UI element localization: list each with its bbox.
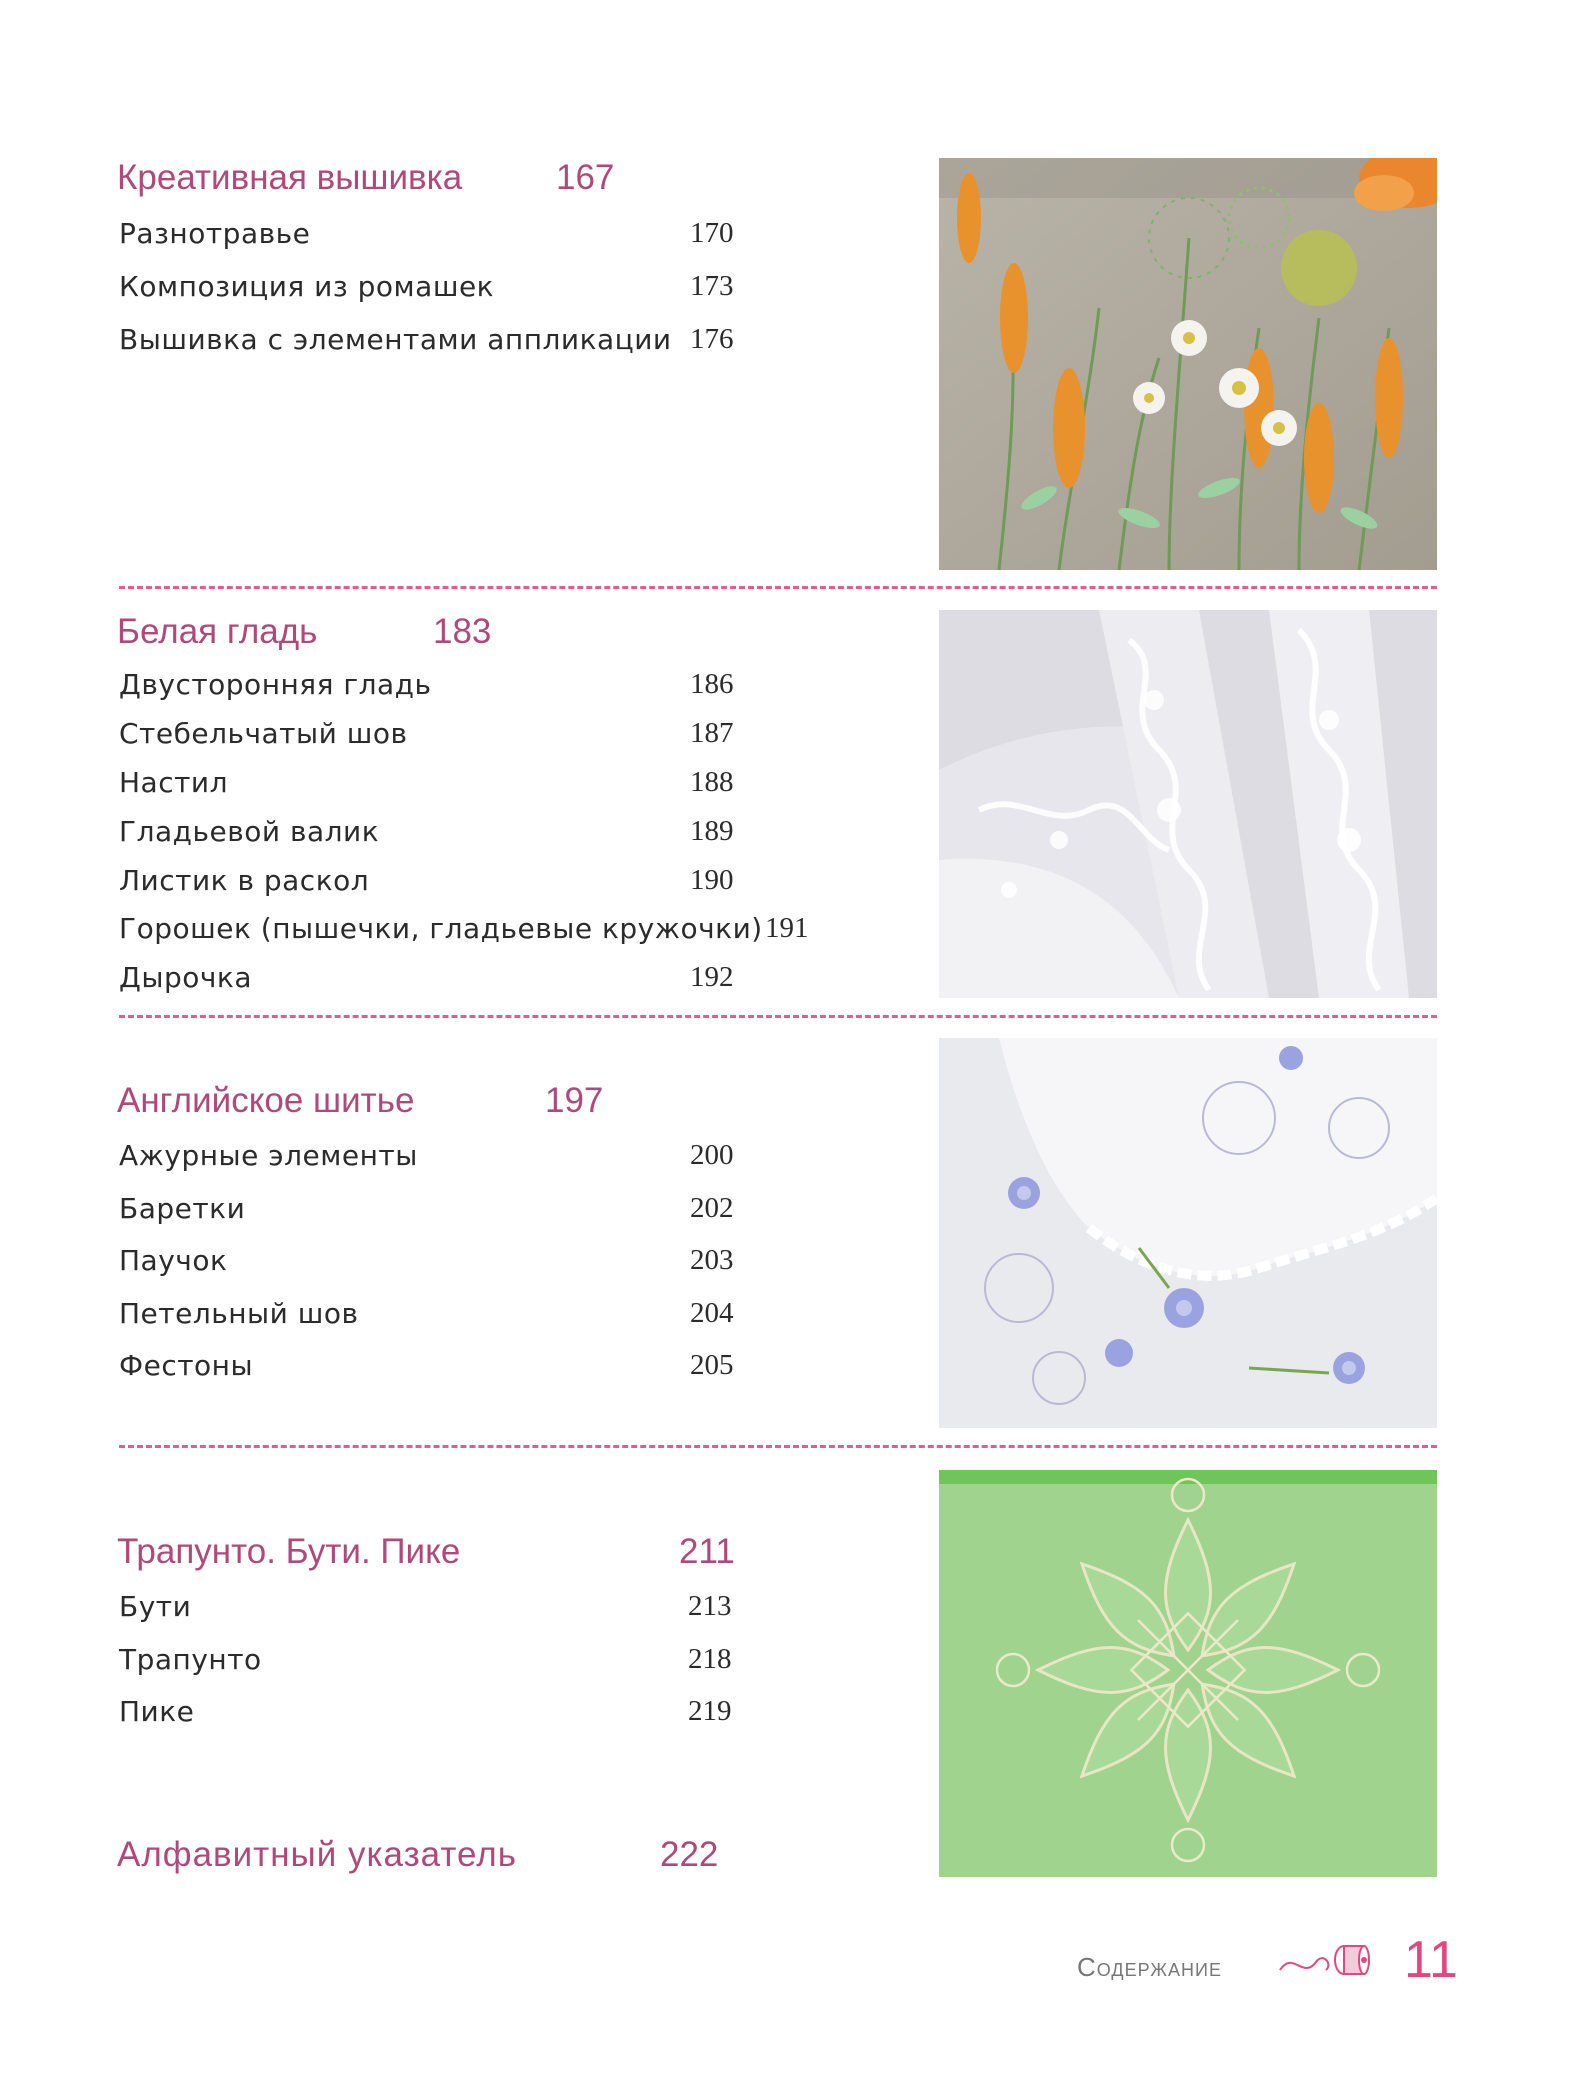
toc-item-page: 192 xyxy=(690,961,734,993)
section-title-english-sewing[interactable]: Английское шитье xyxy=(117,1081,415,1120)
toc-item-page: 213 xyxy=(688,1590,732,1622)
toc-item-page: 189 xyxy=(690,815,734,847)
toc-item-label[interactable]: Композиция из ромашек xyxy=(119,270,495,303)
toc-item-page: 203 xyxy=(690,1244,734,1276)
trapunto-embroidery-photo xyxy=(939,1470,1437,1877)
toc-item-label[interactable]: Разнотравье xyxy=(119,217,311,250)
toc-item-page: 218 xyxy=(688,1643,732,1675)
toc-item-label[interactable]: Ажурные элементы xyxy=(119,1139,418,1172)
toc-item-label[interactable]: Фестоны xyxy=(119,1349,254,1382)
section-title-creative[interactable]: Креативная вышивка xyxy=(117,158,463,197)
toc-item-label[interactable]: Вышивка с элементами аппликации xyxy=(119,323,672,356)
section-divider xyxy=(119,1015,1437,1018)
thread-spool-icon xyxy=(1278,1940,1373,1980)
toc-item-page: 186 xyxy=(690,668,734,700)
toc-item-page: 176 xyxy=(690,323,734,355)
index-page: 222 xyxy=(660,1835,719,1874)
section-page-white-satin: 183 xyxy=(433,612,492,651)
section-divider xyxy=(119,1445,1437,1448)
toc-item-page: 187 xyxy=(690,717,734,749)
toc-item-page: 205 xyxy=(690,1349,734,1381)
toc-item-page: 219 xyxy=(688,1695,732,1727)
index-title[interactable]: Алфавитный указатель xyxy=(117,1835,517,1874)
toc-item-label[interactable]: Горошек (пышечки, гладьевые кружочки) xyxy=(119,912,763,945)
toc-item-label[interactable]: Гладьевой валик xyxy=(119,815,380,848)
wildflower-embroidery-photo xyxy=(939,158,1437,570)
white-embroidery-photo xyxy=(939,610,1437,998)
section-page-trapunto: 211 xyxy=(679,1532,735,1571)
toc-item-page: 200 xyxy=(690,1139,734,1171)
section-title-trapunto[interactable]: Трапунто. Бути. Пике xyxy=(117,1532,461,1571)
toc-item-page: 173 xyxy=(690,270,734,302)
toc-item-label[interactable]: Паучок xyxy=(119,1244,228,1277)
page-number: 11 xyxy=(1404,1931,1458,1989)
section-page-creative: 167 xyxy=(556,158,615,197)
toc-item-page: 204 xyxy=(690,1297,734,1329)
section-page-english-sewing: 197 xyxy=(545,1081,604,1120)
toc-item-page: 170 xyxy=(690,217,734,249)
broderie-anglaise-photo xyxy=(939,1038,1437,1428)
toc-item-label[interactable]: Бути xyxy=(119,1590,192,1623)
toc-item-label[interactable]: Стебельчатый шов xyxy=(119,717,408,750)
footer-section-label: Содержание xyxy=(1077,1952,1222,1982)
toc-item-label[interactable]: Пике xyxy=(119,1695,195,1728)
toc-item-label[interactable]: Петельный шов xyxy=(119,1297,359,1330)
toc-item-label[interactable]: Двусторонняя гладь xyxy=(119,668,432,701)
toc-item-label[interactable]: Листик в раскол xyxy=(119,864,370,897)
toc-item-page: 188 xyxy=(690,766,734,798)
toc-item-page: 190 xyxy=(690,864,734,896)
section-title-white-satin[interactable]: Белая гладь xyxy=(117,612,318,651)
toc-item-label[interactable]: Дырочка xyxy=(119,961,252,994)
toc-item-page: 191 xyxy=(765,912,809,944)
toc-item-label[interactable]: Трапунто xyxy=(119,1643,262,1676)
toc-item-label[interactable]: Настил xyxy=(119,766,229,799)
section-divider xyxy=(119,586,1437,589)
toc-item-page: 202 xyxy=(690,1192,734,1224)
toc-item-label[interactable]: Баретки xyxy=(119,1192,246,1225)
